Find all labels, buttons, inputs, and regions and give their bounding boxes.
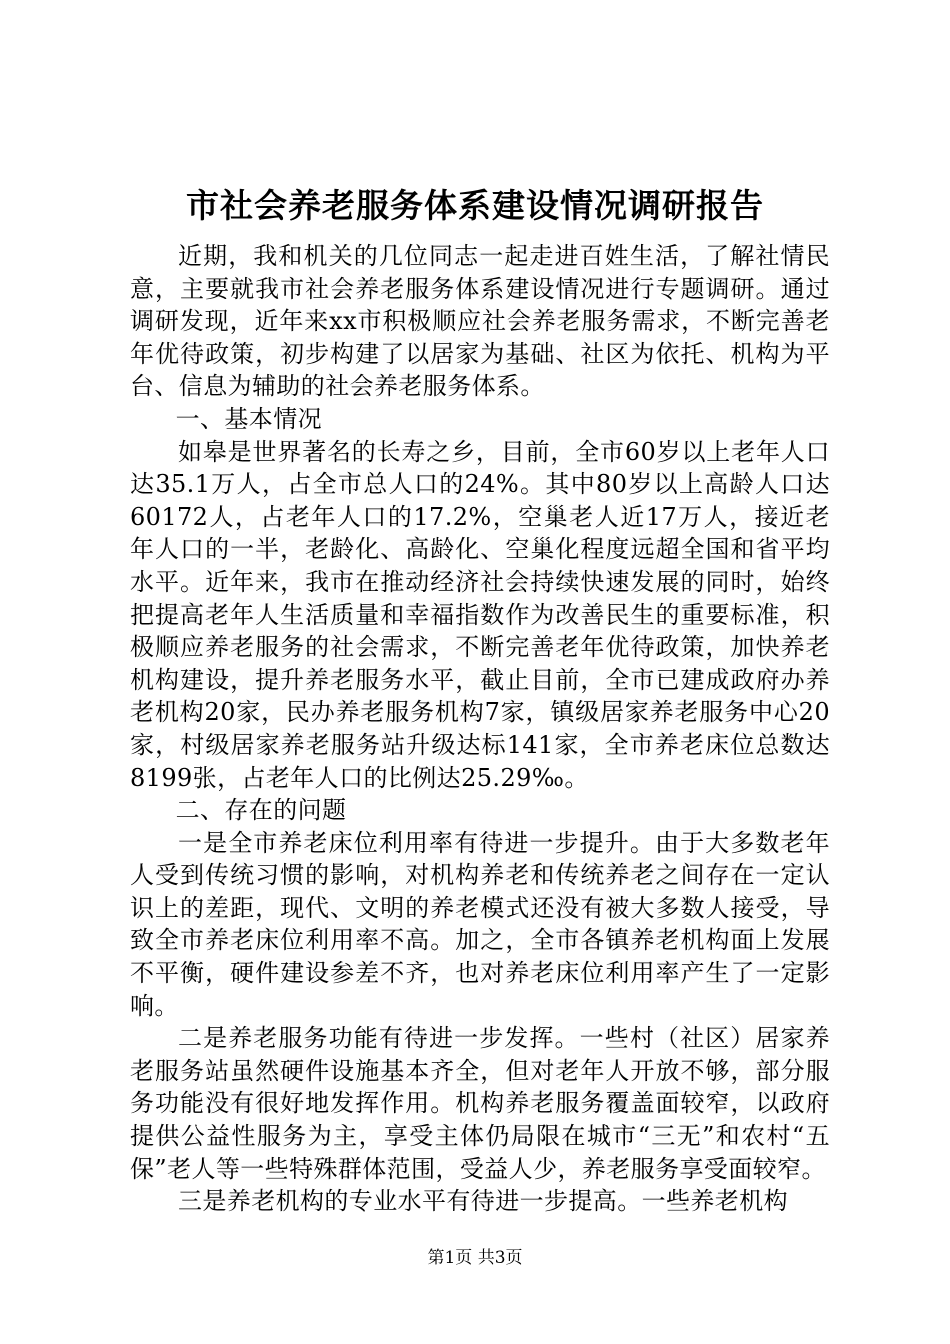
section-heading-basic: 一、基本情况 [175,404,322,433]
document-title: 市社会养老服务体系建设情况调研报告 [186,186,764,225]
paragraph-intro: 近期，我和机关的几位同志一起走进百姓生活，了解社情民意，主要就我市社会养老服务体系建设情况进行专题调研。通过调研发现，近年来xx市积极顺应社会养老服务需求，不断完善老年优待政策，初步构建了以居家为基础、社区为依托、机构为平台、信息为辅助的社会养老服务体系。 [130,242,830,401]
paragraph-problem-three: 三是养老机构的专业水平有待进一步提高。一些养老机构 [178,1187,788,1216]
paragraph-problem-one: 一是全市养老床位利用率有待进一步提升。由于大多数老年人受到传统习惯的影响，对机构养老和传统养老之间存在一定认识上的差距，现代、文明的养老模式还没有被大多数人接受，导致全市养老床位利用率不高。加之，全市各镇养老机构面上发展不平衡，硬件建设参差不齐，也对养老床位利用率产生了一定影响。 [130,828,830,1020]
document-body [130,240,830,1218]
paragraph-basic-situation: 如皋是世界著名的长寿之乡，目前，全市60岁以上老年人口达35.1万人，占全市总人口的24%。其中80岁以上高龄人口达60172人，占老年人口的17.2%，空巢老人近17万人，接近老年人口的一半，老龄化、高龄化、空巢化程度远超全国和省平均水平。近年来，我市在推动经济社会持续快速发展的同时，始终把提高老年人生活质量和幸福指数作为改善民生的重要标准，积极顺应养老服务的社会需求，不断完善老年优待政策，加快养老机构建设，提升养老服务水平，截止目前，全市已建成政府办养老机构20家，民办养老服务机构7家，镇级居家养老服务中心20家，村级居家养老服务站升级达标141家，全市养老床位总数达8199张，占老年人口的比例达25.29‰。 [130,437,830,792]
section-heading-problems: 二、存在的问题 [175,796,347,825]
page-footer: 第1页 共3页 [427,1248,523,1268]
paragraph-problem-two: 二是养老服务功能有待进一步发挥。一些村（社区）居家养老服务站虽然硬件设施基本齐全，但对老年人开放不够，部分服务功能没有很好地发挥作用。机构养老服务覆盖面较窄，以政府提供公益性服务为主，享受主体仍局限在城市“三无”和农村“五保”老人等一些特殊群体范围，受益人少，养老服务享受面较窄。 [130,1024,830,1183]
